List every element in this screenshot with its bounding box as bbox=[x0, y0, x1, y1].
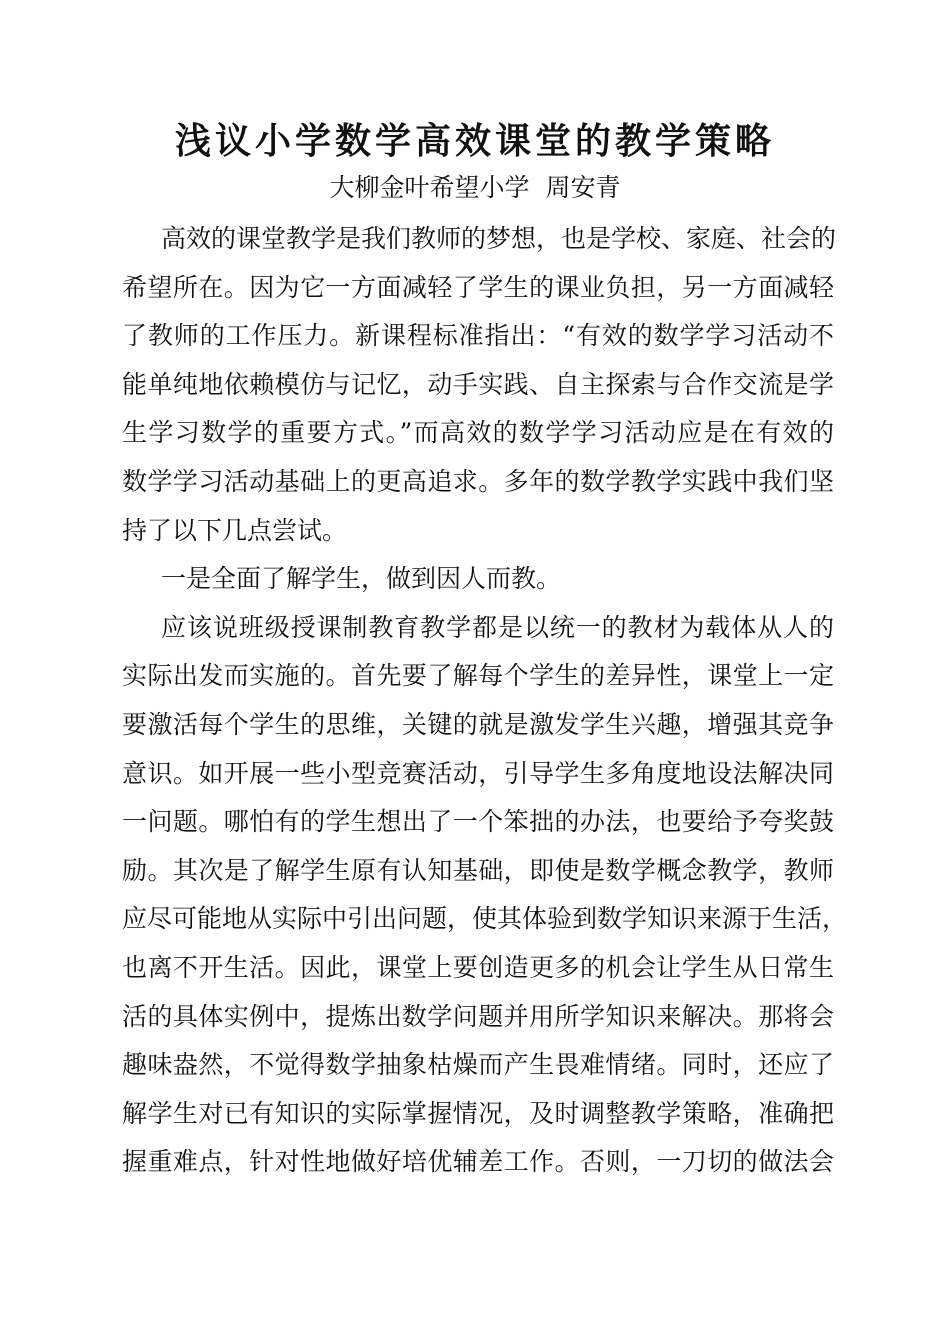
paragraph-line: 希望所在。因为它一方面减轻了学生的课业负担，另一方面减轻 bbox=[122, 272, 834, 302]
paragraph-line: 应该说班级授课制教育教学都是以统一的教材为载体从人的 bbox=[161, 612, 834, 642]
paragraph-line: 意识。如开展一些小型竞赛活动，引导学生多角度地设法解决同 bbox=[122, 758, 834, 788]
document-body bbox=[122, 215, 848, 1187]
paragraph-line: 生学习数学的重要方式。”而高效的数学学习活动应是在有效的 bbox=[122, 418, 834, 448]
paragraph-line: 解学生对已有知识的实际掌握情况，及时调整教学策略，准确把 bbox=[122, 1098, 834, 1128]
paragraph-line: 也离不开生活。因此，课堂上要创造更多的机会让学生从日常生 bbox=[122, 952, 834, 982]
paragraph-line: 能单纯地依赖模仿与记忆，动手实践、自主探索与合作交流是学 bbox=[122, 369, 834, 399]
paragraph-line: 握重难点，针对性地做好培优辅差工作。否则，一刀切的做法会 bbox=[122, 1147, 834, 1177]
paragraph-line: 了教师的工作压力。新课程标准指出：“有效的数学学习活动不 bbox=[122, 321, 834, 351]
paragraph-line: 应尽可能地从实际中引出问题，使其体验到数学知识来源于生活， bbox=[122, 904, 848, 934]
document-title: 浅议小学数学高效课堂的教学策略 bbox=[174, 120, 775, 162]
paragraph-line: 趣味盎然，不觉得数学抽象枯燥而产生畏难情绪。同时，还应了 bbox=[122, 1050, 834, 1080]
paragraph-line: 高效的课堂教学是我们教师的梦想，也是学校、家庭、社会的 bbox=[161, 224, 837, 253]
paragraph-line: 活的具体实例中，提炼出数学问题并用所学知识来解决。那将会 bbox=[122, 1001, 834, 1031]
paragraph-line: 实际出发而实施的。首先要了解每个学生的差异性，课堂上一定 bbox=[122, 661, 834, 691]
paragraph-line: 励。其次是了解学生原有认知基础，即使是数学概念教学，教师 bbox=[122, 855, 834, 885]
paragraph-line: 一问题。哪怕有的学生想出了一个笨拙的办法，也要给予夸奖鼓 bbox=[122, 807, 834, 837]
paragraph-line: 要激活每个学生的思维，关键的就是激发学生兴趣，增强其竞争 bbox=[122, 709, 834, 739]
section-heading-line: 一是全面了解学生，做到因人而教。 bbox=[161, 564, 562, 594]
document-author: 大柳金叶希望小学 周安青 bbox=[329, 173, 621, 202]
paragraph-line: 持了以下几点尝试。 bbox=[122, 515, 348, 545]
paragraph-line: 数学学习活动基础上的更高追求。多年的数学教学实践中我们坚 bbox=[122, 466, 834, 496]
